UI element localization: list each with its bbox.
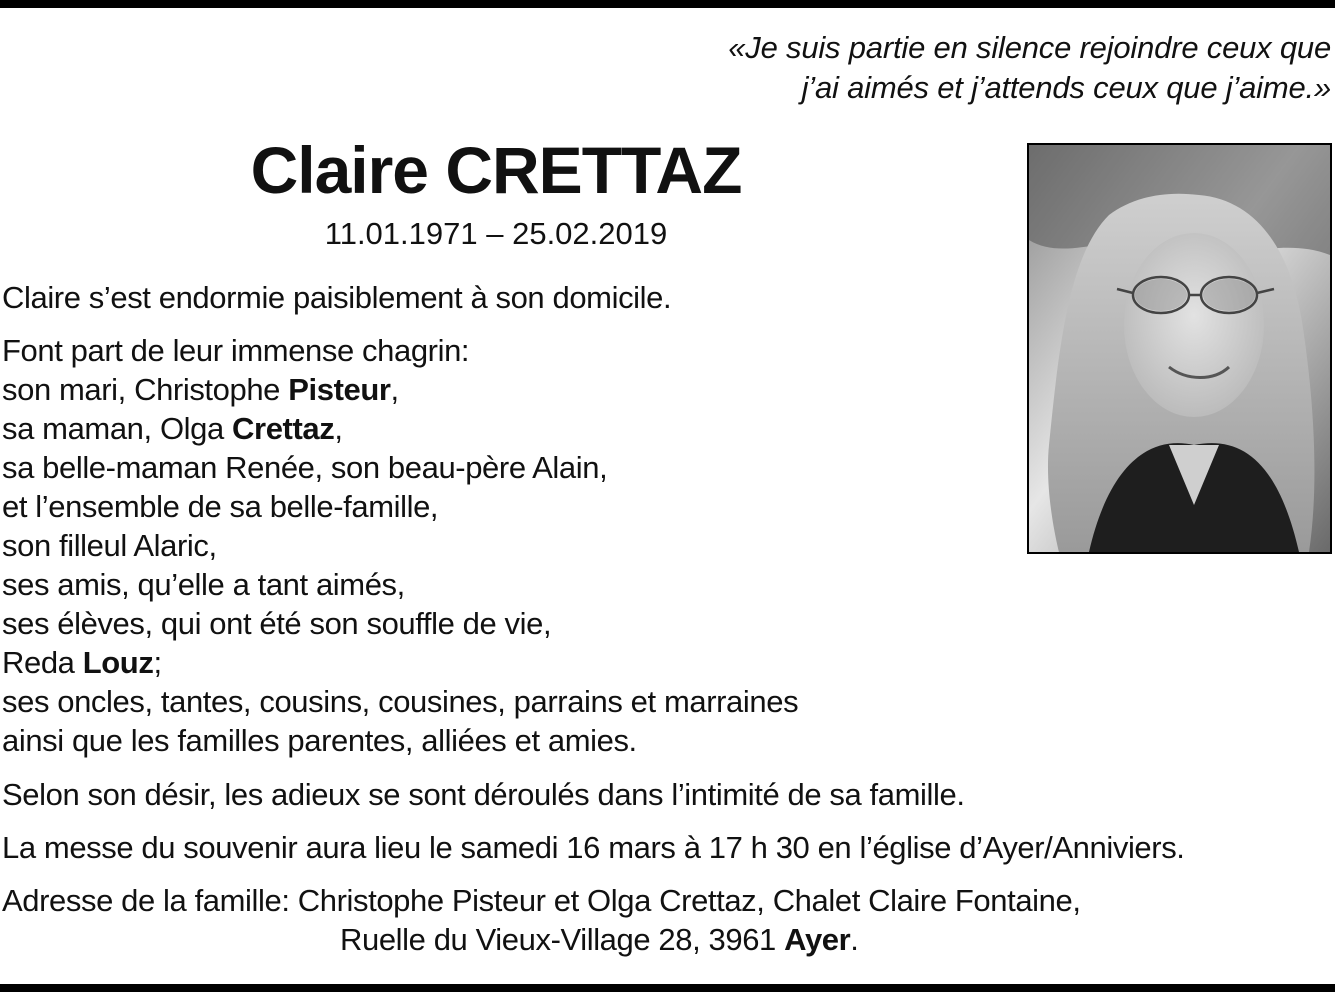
- mourner-line: sa belle-maman Renée, son beau-père Alain,: [2, 450, 608, 485]
- intro-line: Claire s’est endormie paisiblement à son domicile.: [2, 280, 672, 315]
- address-line-1: Adresse de la famille: Christophe Pisteur et Olga Crettaz, Chalet Claire Fontaine,: [2, 883, 1081, 918]
- quote-line-2: j’ai aimés et j’attends ceux que j’aime.»: [801, 70, 1331, 105]
- bottom-rule: [0, 984, 1335, 992]
- top-rule: [0, 0, 1335, 8]
- epitaph-quote: [728, 28, 1331, 108]
- life-dates: 11.01.1971 – 25.02.2019: [324, 216, 668, 251]
- mourner-line: ses élèves, qui ont été son souffle de vie,: [2, 606, 552, 641]
- mourner-line: ses oncles, tantes, cousins, cousines, parrains et marraines: [2, 684, 799, 719]
- mourner-line: Reda Louz;: [2, 645, 162, 680]
- mourner-line: sa maman, Olga Crettaz,: [2, 411, 343, 446]
- mourner-line: ses amis, qu’elle a tant aimés,: [2, 567, 405, 602]
- farewell-line: Selon son désir, les adieux se sont déroulés dans l’intimité de sa famille.: [2, 777, 965, 812]
- mourner-line: et l’ensemble de sa belle-famille,: [2, 489, 439, 524]
- portrait-photo: [1027, 143, 1332, 554]
- address-line-2: Ruelle du Vieux-Village 28, 3961 Ayer.: [340, 922, 859, 957]
- mourner-line: son mari, Christophe Pisteur,: [2, 372, 399, 407]
- mourner-line: ainsi que les familles parentes, alliées et amies.: [2, 723, 637, 758]
- deceased-name: Claire CRETTAZ: [250, 133, 742, 207]
- mass-line: La messe du souvenir aura lieu le samedi 16 mars à 17 h 30 en l’église d’Ayer/Anniviers.: [2, 830, 1185, 865]
- quote-line-1: «Je suis partie en silence rejoindre ceux que: [728, 30, 1331, 65]
- mourner-line: son filleul Alaric,: [2, 528, 217, 563]
- mourners-heading: Font part de leur immense chagrin:: [2, 333, 470, 368]
